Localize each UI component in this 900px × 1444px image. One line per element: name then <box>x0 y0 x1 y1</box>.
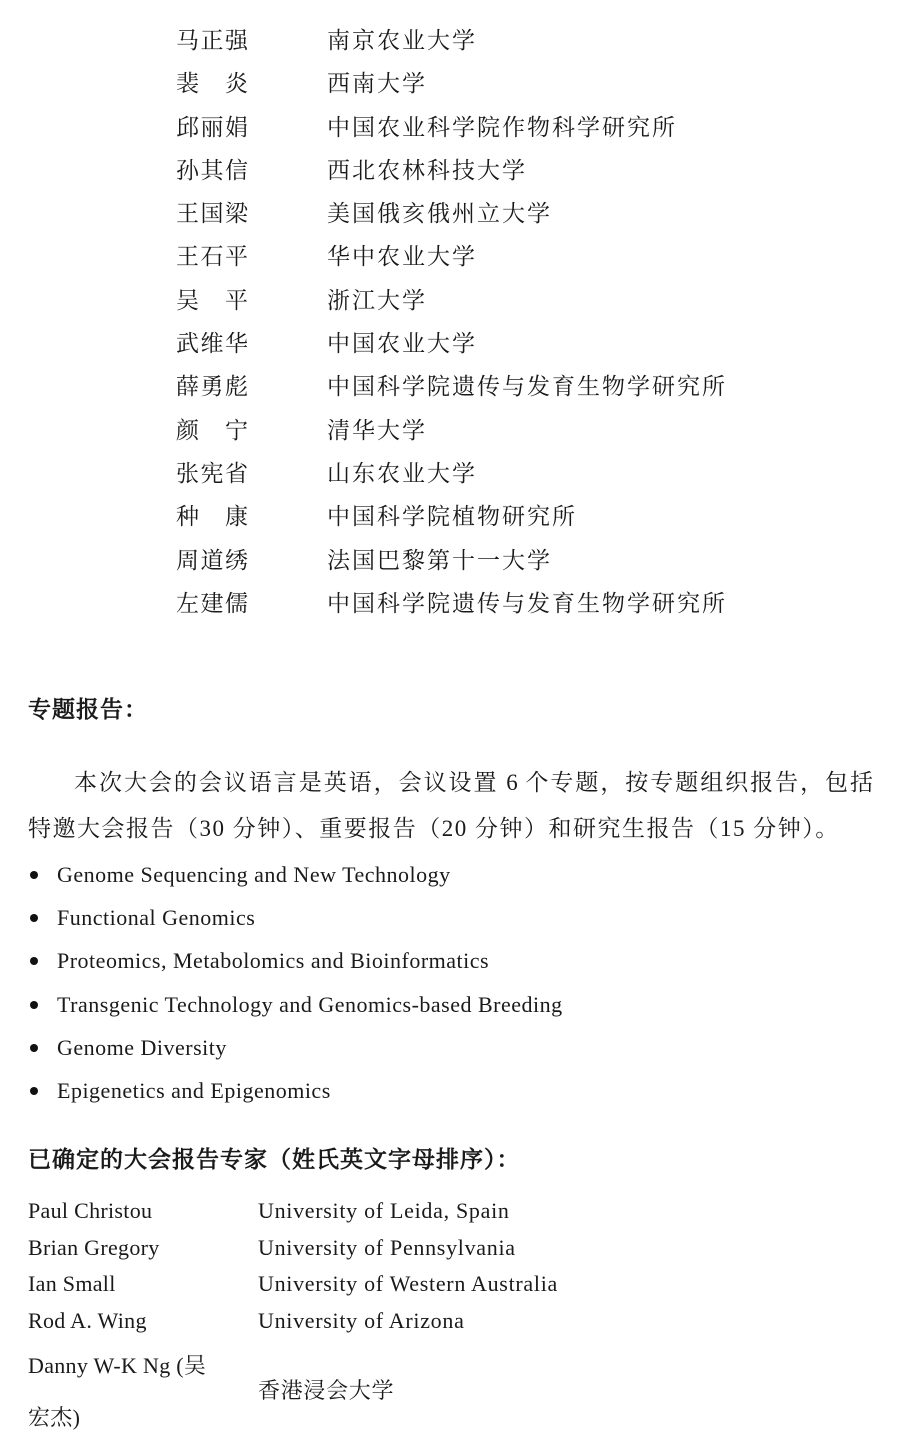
member-affiliation: 山东农业大学 <box>327 460 477 486</box>
topic-item <box>0 983 900 1026</box>
committee-row <box>0 452 900 495</box>
speaker-name: Brian Gregory <box>28 1234 160 1260</box>
member-name: 张宪省 <box>176 460 250 486</box>
bullet-icon <box>30 957 38 965</box>
speaker-row <box>28 1230 900 1267</box>
member-name: 种 康 <box>176 504 250 530</box>
speaker-name: Ian Small <box>28 1271 116 1297</box>
topic-label: Epigenetics and Epigenomics <box>57 1078 331 1104</box>
speaker-name: Danny W-K Ng (吴宏杰) <box>28 1352 207 1430</box>
topic-item <box>0 896 900 939</box>
committee-row <box>0 322 900 365</box>
committee-row <box>0 192 900 235</box>
topic-list <box>0 853 900 1113</box>
topic-label: Functional Genomics <box>57 905 256 931</box>
speaker-row <box>28 1266 900 1303</box>
speaker-affiliation: 香港浸会大学 <box>258 1378 395 1404</box>
member-name: 裴 炎 <box>176 71 250 97</box>
committee-row <box>0 279 900 322</box>
member-name: 颜 宁 <box>176 417 250 443</box>
member-name: 王国梁 <box>176 201 250 227</box>
member-affiliation: 西南大学 <box>327 71 427 97</box>
topics-section-heading: 专题报告： <box>28 697 148 723</box>
member-name: 马正强 <box>176 28 250 53</box>
speakers-section-heading: 已确定的大会报告专家（姓氏英文字母排序）： <box>28 1146 521 1172</box>
committee-row <box>0 235 900 278</box>
speaker-affiliation: University of Leida, Spain <box>258 1197 510 1223</box>
committee-row <box>0 582 900 625</box>
committee-row <box>0 539 900 582</box>
topic-item <box>0 1070 900 1113</box>
topic-item <box>0 940 900 983</box>
member-affiliation: 西北农林科技大学 <box>327 157 527 183</box>
member-name: 薛勇彪 <box>176 374 250 400</box>
speaker-name: Rod A. Wing <box>28 1308 147 1334</box>
member-affiliation: 中国科学院遗传与发育生物学研究所 <box>327 590 727 616</box>
bullet-icon <box>30 871 38 879</box>
speaker-row <box>28 1340 900 1444</box>
member-name: 左建儒 <box>176 590 250 616</box>
member-name: 孙其信 <box>176 157 250 183</box>
speaker-row <box>28 1193 900 1230</box>
member-affiliation: 中国农业大学 <box>327 331 477 357</box>
topic-item <box>0 1026 900 1069</box>
speaker-affiliation: University of Western Australia <box>258 1271 558 1297</box>
member-affiliation: 华中农业大学 <box>327 244 477 270</box>
member-name: 吴 平 <box>176 287 250 313</box>
topic-label: Genome Diversity <box>57 1034 227 1060</box>
member-affiliation: 浙江大学 <box>327 287 427 313</box>
bullet-icon <box>30 914 38 922</box>
speaker-list <box>28 1193 900 1444</box>
committee-row <box>0 106 900 149</box>
member-affiliation: 法国巴黎第十一大学 <box>327 547 552 573</box>
member-name: 王石平 <box>176 244 250 270</box>
member-affiliation: 美国俄亥俄州立大学 <box>327 201 552 227</box>
committee-row <box>0 495 900 538</box>
committee-row <box>0 149 900 192</box>
speaker-name: Paul Christou <box>28 1197 153 1223</box>
speaker-affiliation: University of Pennsylvania <box>258 1234 516 1260</box>
member-name: 周道绣 <box>176 547 250 573</box>
member-affiliation: 中国农业科学院作物科学研究所 <box>327 114 677 140</box>
paragraph-line-2: 特邀大会报告（30 分钟）、重要报告（20 分钟）和研究生报告（15 分钟）。 <box>28 816 840 842</box>
committee-row <box>0 365 900 408</box>
member-affiliation: 中国科学院遗传与发育生物学研究所 <box>327 374 727 400</box>
bullet-icon <box>30 1001 38 1009</box>
speaker-affiliation: University of Arizona <box>258 1308 465 1334</box>
member-affiliation: 南京农业大学 <box>327 28 477 53</box>
bullet-icon <box>30 1087 38 1095</box>
paragraph-line-1: 本次大会的会议语言是英语，会议设置 6 个专题，按专题组织报告，包括 <box>74 770 873 796</box>
intro-paragraph <box>28 760 873 852</box>
topic-label: Proteomics, Metabolomics and Bioinformatics <box>57 948 490 974</box>
member-affiliation: 清华大学 <box>327 417 427 443</box>
member-name: 武维华 <box>176 331 250 357</box>
topic-label: Transgenic Technology and Genomics-based Breeding <box>57 991 563 1017</box>
member-affiliation: 中国科学院植物研究所 <box>327 504 577 530</box>
committee-list <box>0 0 900 625</box>
speaker-row <box>28 1303 900 1340</box>
member-name: 邱丽娟 <box>176 114 250 140</box>
topic-label: Genome Sequencing and New Technology <box>57 861 451 887</box>
topic-item <box>0 853 900 896</box>
committee-row <box>0 19 900 62</box>
bullet-icon <box>30 1044 38 1052</box>
committee-row <box>0 409 900 452</box>
committee-row <box>0 62 900 105</box>
